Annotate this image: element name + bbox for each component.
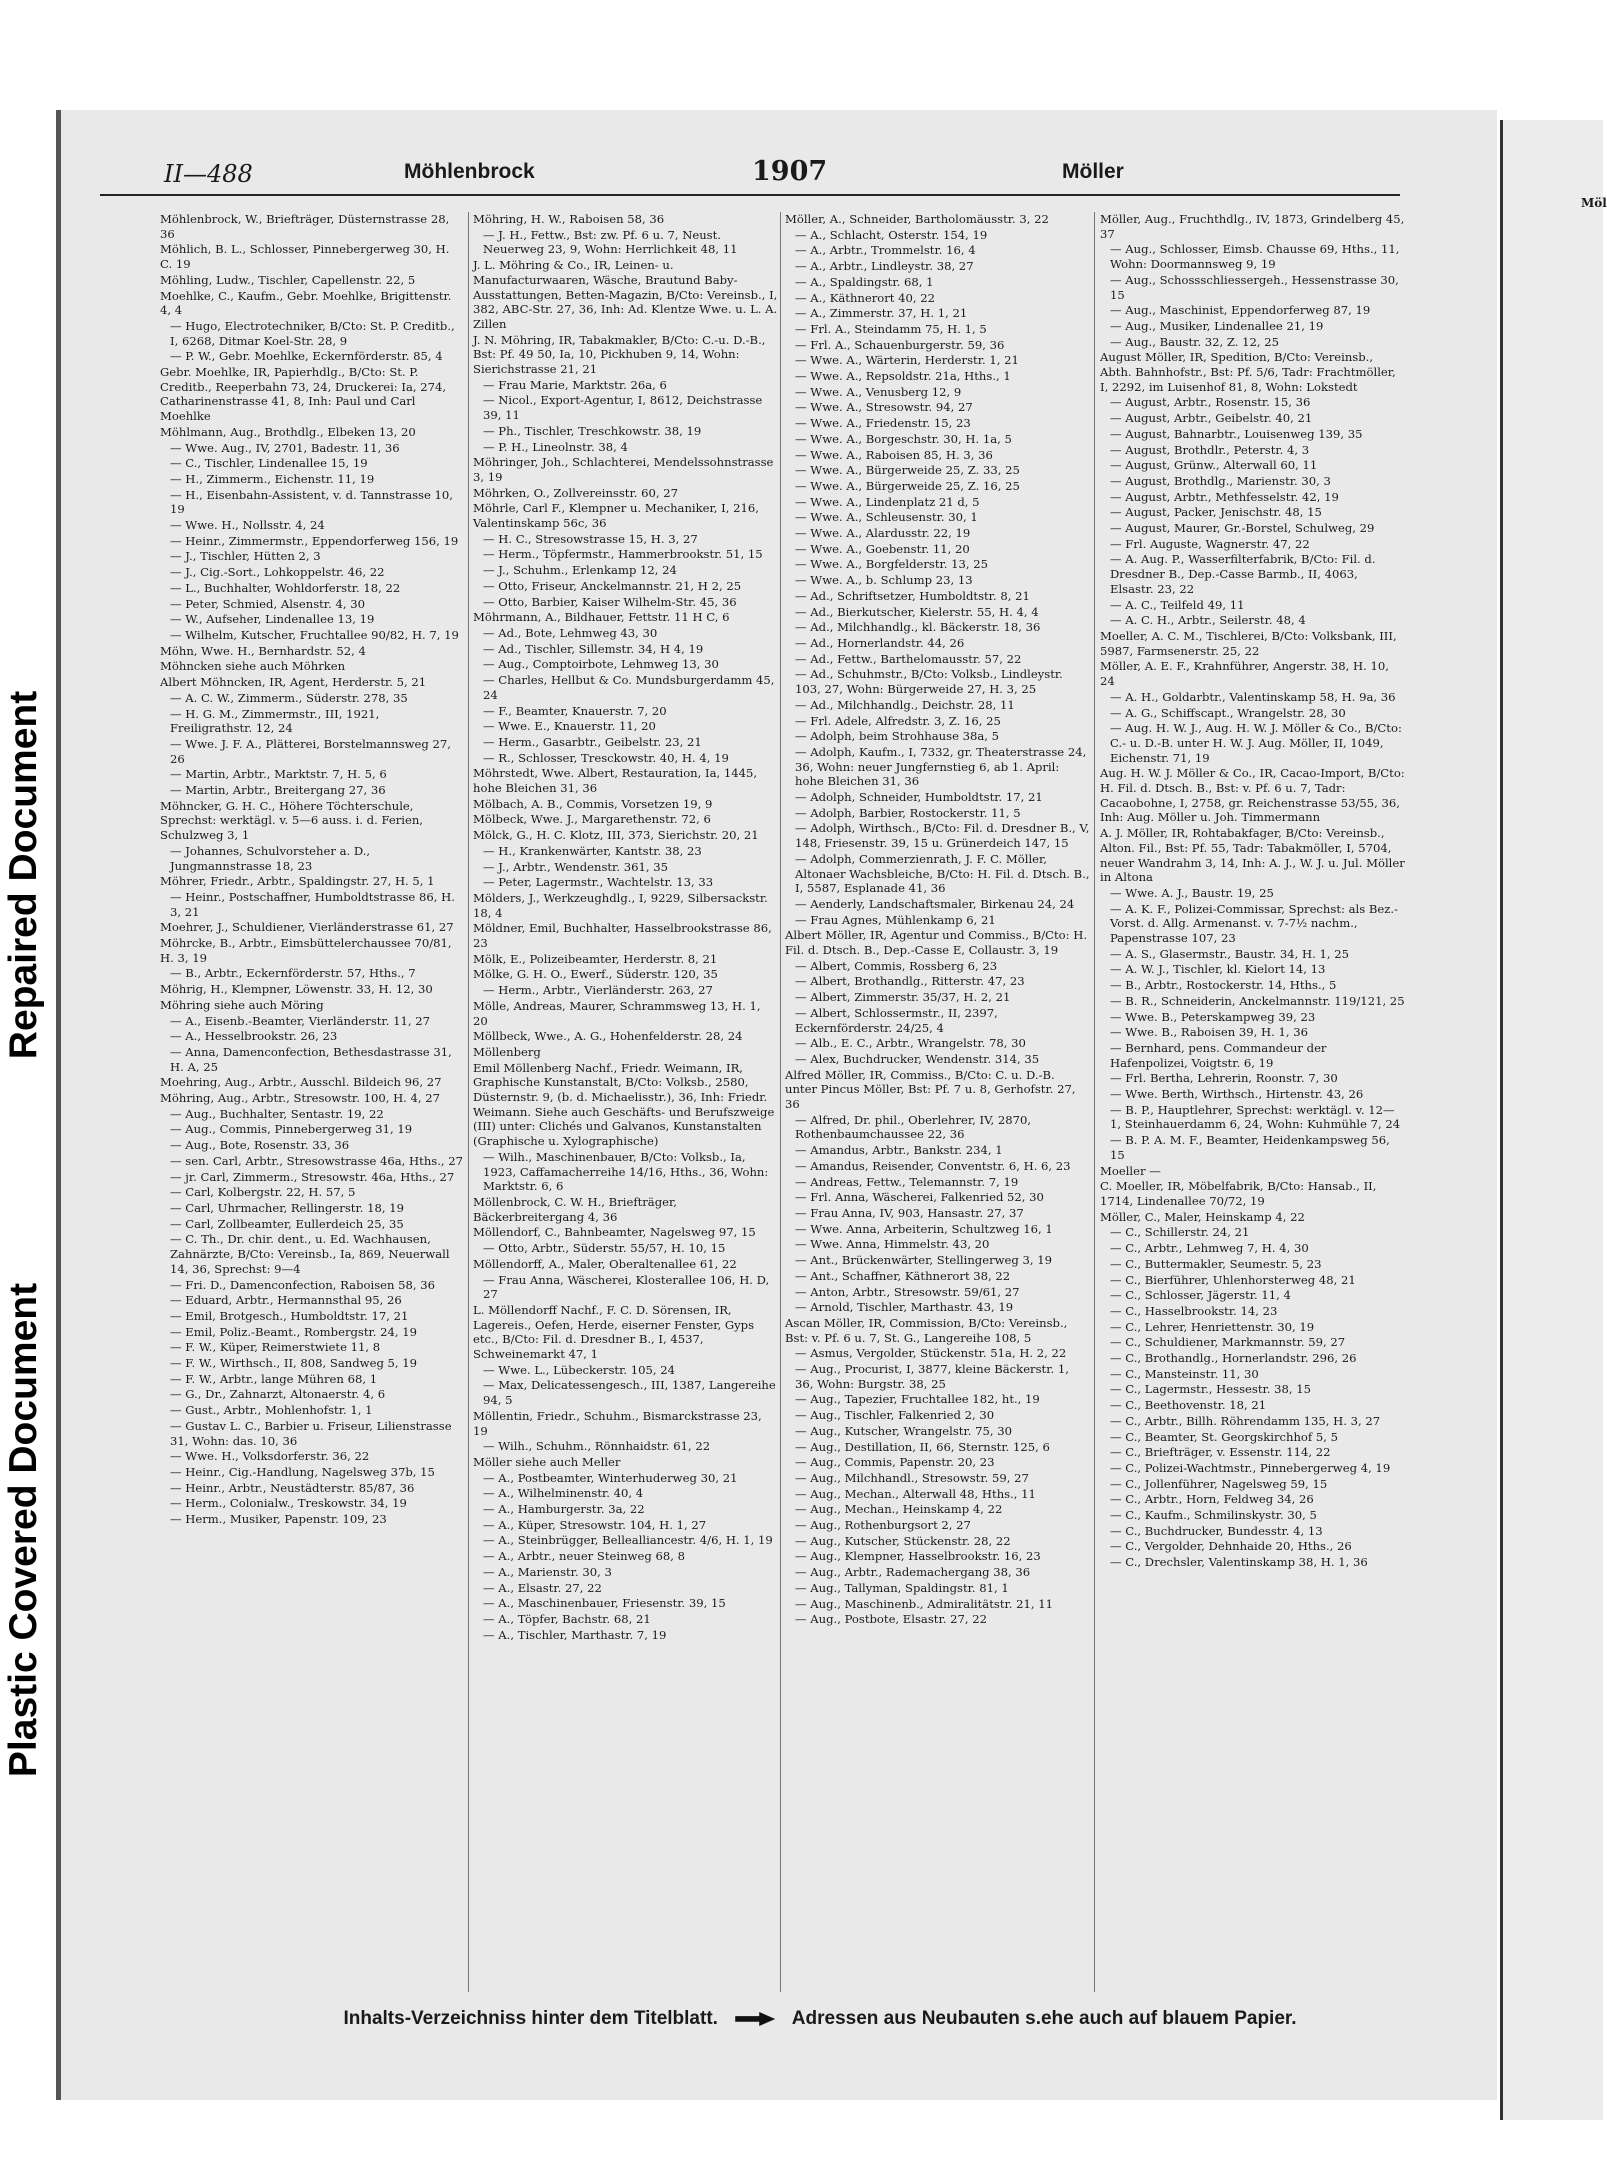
directory-entry: Möhlmann, Aug., Brothdlg., Elbeken 13, 20 bbox=[160, 424, 416, 439]
directory-entry: — B. P., Hauptlehrer, Sprechst: werktägl. v. 12—1, Steinhauerdamm 6, 24, Wohn: Kuhmühle 7, 24 bbox=[1110, 1102, 1401, 1132]
directory-entry: — A. C., Teilfeld 49, 11 bbox=[1110, 597, 1245, 612]
directory-entry: — Aug., Postbote, Elsastr. 27, 22 bbox=[795, 1612, 987, 1627]
directory-entry: — Aug., Commis, Papenstr. 20, 23 bbox=[795, 1455, 995, 1470]
column-4 bbox=[1100, 212, 1405, 1992]
directory-entry: — August, Brothdlr., Peterstr. 4, 3 bbox=[1110, 442, 1310, 457]
directory-entry: — Aug., Tallyman, Spaldingstr. 81, 1 bbox=[795, 1580, 1009, 1595]
directory-entry: — A., Hamburgerstr. 3a, 22 bbox=[483, 1502, 645, 1517]
directory-entry: — Aug., Schossschliessergeh., Hessenstrasse 30, 15 bbox=[1110, 272, 1399, 302]
directory-entry: — C., Lehrer, Henriettenstr. 30, 19 bbox=[1110, 1319, 1315, 1334]
directory-entry: — Wwe. Berth, Wirthsch., Hirtenstr. 43, 26 bbox=[1110, 1087, 1364, 1102]
directory-entry: Moehrer, J., Schuldiener, Vierländerstrasse 61, 27 bbox=[160, 920, 454, 935]
directory-entry: — Bernhard, pens. Commandeur der Hafenpolizei, Voigtstr. 6, 19 bbox=[1110, 1040, 1327, 1070]
directory-entry: — Aug., Kutscher, Stückenstr. 28, 22 bbox=[795, 1533, 1011, 1548]
directory-entry: — A., Postbeamter, Winterhuderweg 30, 21 bbox=[483, 1470, 738, 1485]
directory-entry: — August, Grünw., Alterwall 60, 11 bbox=[1110, 458, 1318, 473]
directory-entry: — A., Küper, Stresowstr. 104, H. 1, 27 bbox=[483, 1517, 707, 1532]
directory-entry: Möllendorf, C., Bahnbeamter, Nagelsweg 97, 15 bbox=[473, 1225, 756, 1240]
directory-entry: — August, Arbtr., Rosenstr. 15, 36 bbox=[1110, 395, 1311, 410]
directory-entry: — R., Schlosser, Tresckowstr. 40, H. 4, 19 bbox=[483, 750, 729, 765]
directory-entry: — Charles, Hellbut & Co. Mundsburgerdamm 45, 24 bbox=[483, 673, 775, 702]
directory-entry: Moeller, A. C. M., Tischlerei, B/Cto: Volksbank, III, 5987, Farmsenerstr. 25, 22 bbox=[1100, 628, 1397, 658]
directory-entry: — Aug., Arbtr., Rademachergang 38, 36 bbox=[795, 1565, 1031, 1580]
directory-entry: — Eduard, Arbtr., Hermannsthal 95, 26 bbox=[170, 1293, 402, 1308]
directory-entry: — Fri. D., Damenconfection, Raboisen 58, 36 bbox=[170, 1277, 436, 1292]
directory-entry: — Albert, Brothandlg., Ritterstr. 47, 23 bbox=[795, 974, 1025, 989]
directory-entry: Moeller — bbox=[1100, 1163, 1161, 1178]
directory-entry: Moehring, Aug., Arbtr., Ausschl. Bildeich 96, 27 bbox=[160, 1075, 442, 1090]
directory-entry: — Frl. Adele, Alfredstr. 3, Z. 16, 25 bbox=[795, 713, 1001, 728]
directory-entry: — A. W. J., Tischler, kl. Kielort 14, 13 bbox=[1110, 962, 1326, 977]
directory-entry: — F. W., Arbtr., lange Mühren 68, 1 bbox=[170, 1371, 378, 1386]
directory-entry: — Wwe. A., Alardusstr. 22, 19 bbox=[795, 526, 971, 541]
page-number: II—488 bbox=[164, 160, 253, 188]
directory-entry: — Heinr., Arbtr., Neustädterstr. 85/87, 36 bbox=[170, 1480, 415, 1495]
directory-entry: — Heinr., Postschaffner, Humboldtstrasse 86, H. 3, 21 bbox=[170, 889, 455, 919]
directory-entry: — F. W., Küper, Reimerstwiete 11, 8 bbox=[170, 1340, 381, 1355]
directory-entry: — Carl, Uhrmacher, Rellingerstr. 18, 19 bbox=[170, 1201, 404, 1215]
directory-entry: — A. K. F., Polizei-Commissar, Sprechst: als Bez.-Vorst. d. Allg. Armenanst. v. 7-7½ nachm., Papenstrasse 107, 23 bbox=[1110, 901, 1398, 946]
directory-entry: — Wwe. Aug., IV, 2701, Badestr. 11, 36 bbox=[170, 440, 400, 455]
directory-entry: — G., Dr., Zahnarzt, Altonaerstr. 4, 6 bbox=[170, 1387, 386, 1402]
directory-entry: — H., Krankenwärter, Kantstr. 38, 23 bbox=[483, 843, 702, 858]
directory-entry: — Wwe. A., Lindenplatz 21 d, 5 bbox=[795, 494, 980, 509]
directory-entry: — Ant., Schaffner, Käthnerort 38, 22 bbox=[795, 1268, 1011, 1283]
directory-entry: Möllbeck, Wwe., A. G., Hohenfelderstr. 28, 24 bbox=[473, 1029, 743, 1044]
directory-entry: — H. C., Stresowstrasse 15, H. 3, 27 bbox=[483, 531, 698, 546]
directory-entry: Aug. H. W. J. Möller & Co., IR, Cacao-Import, B/Cto: H. Fil. d. Dtsch. B., Bst: v. Pf. 6 u. 7, Tadr: Cacaobohne, I, 2758, gr. Reichenstrasse 53/55, 36, Inh: Aug. Möller u. Joh. Timmermann bbox=[1100, 766, 1405, 825]
directory-entry: — Wwe. J. F. A., Plätterei, Borstelmannsweg 27, 26 bbox=[170, 736, 451, 766]
directory-entry: Möllendorff, A., Maler, Oberaltenallee 61, 22 bbox=[473, 1256, 737, 1271]
directory-entry: Möhrken, O., Zollvereinsstr. 60, 27 bbox=[473, 485, 678, 500]
directory-entry: Möhrig, H., Klempner, Löwenstr. 33, H. 12, 30 bbox=[160, 982, 433, 997]
directory-entry: — Wwe. B., Peterskampweg 39, 23 bbox=[1110, 1009, 1316, 1024]
directory-entry: — A., Maschinenbauer, Friesenstr. 39, 15 bbox=[483, 1596, 726, 1611]
directory-entry: — A., Schlacht, Osterstr. 154, 19 bbox=[795, 227, 988, 242]
directory-entry: Möhncker, G. H. C., Höhere Töchterschule, Sprechst: werktägl. v. 5—6 auss. i. d. Ferien, Schulzweg 3, 1 bbox=[160, 798, 423, 843]
directory-entry: Mölck, G., H. C. Klotz, III, 373, Sierichstr. 20, 21 bbox=[473, 828, 759, 843]
directory-entry: — Alex, Buchdrucker, Wendenstr. 314, 35 bbox=[795, 1051, 1040, 1066]
directory-entry: — Herm., Töpfermstr., Hammerbrookstr. 51, 15 bbox=[483, 547, 763, 562]
directory-entry: Möhrle, Carl F., Klempner u. Mechaniker, I, 216, Valentinskamp 56c, 36 bbox=[473, 501, 759, 531]
column-3 bbox=[785, 212, 1090, 1992]
page-footer bbox=[230, 2008, 1410, 2030]
directory-entry: — A., Spaldingstr. 68, 1 bbox=[795, 274, 934, 289]
directory-entry: Möhrmann, A., Bildhauer, Fettstr. 11 H C, 6 bbox=[473, 610, 730, 625]
directory-entry: — C., Kaufm., Schmilinskystr. 30, 5 bbox=[1110, 1508, 1317, 1523]
adjacent-page-fragment: Möl bbox=[1581, 196, 1607, 210]
directory-entry: — Emil, Brotgesch., Humboldtstr. 17, 21 bbox=[170, 1308, 409, 1323]
directory-entry: — Wwe. A., Repsoldstr. 21a, Hths., 1 bbox=[795, 369, 1011, 384]
directory-entry: Möller, A., Schneider, Bartholomäusstr. 3, 22 bbox=[785, 212, 1049, 226]
directory-entry: — Nicol., Export-Agentur, I, 8612, Deichstrasse 39, 11 bbox=[483, 393, 763, 423]
directory-year: 1907 bbox=[752, 156, 828, 187]
directory-entry: — Wilh., Maschinenbauer, B/Cto: Volksb., Ia, 1923, Caffamacherreihe 14/16, Hths., 36, Wohn: Marktstr. 6, 6 bbox=[483, 1149, 769, 1194]
directory-entry: Emil Möllenberg Nachf., Friedr. Weimann, IR, Graphische Kunstanstalt, B/Cto: Volksb., 2580, Düsternstr. 9, (b. d. Michaelisstr.), 36, Inh: Friedr. Weimann. Siehe auch Geschäfts- und Berufszweige (III) unter: Clichés und Galvanos, Kunstanstalten (Graphische u. Xylographische) bbox=[473, 1060, 775, 1149]
directory-entry: — Herm., Colonialw., Treskowstr. 34, 19 bbox=[170, 1496, 407, 1511]
directory-entry: — W., Aufseher, Lindenallee 13, 19 bbox=[170, 612, 375, 627]
directory-entry: — C., Brothandlg., Hornerlandstr. 296, 26 bbox=[1110, 1351, 1357, 1366]
directory-entry: — Alfred, Dr. phil., Oberlehrer, IV, 2870, Rothenbaumchaussee 22, 36 bbox=[795, 1112, 1032, 1142]
plastic-covered-text: Plastic Covered Document bbox=[2, 1282, 45, 1778]
directory-entry: — Albert, Schlossermstr., II, 2397, Eckernförderstr. 24/25, 4 bbox=[795, 1005, 998, 1035]
directory-entry: — J., Cig.-Sort., Lohkoppelstr. 46, 22 bbox=[170, 565, 385, 580]
directory-entry: — jr. Carl, Zimmerm., Stresowstr. 46a, Hths., 27 bbox=[170, 1169, 455, 1184]
directory-entry: — Max, Delicatessengesch., III, 1387, Langereihe 94, 5 bbox=[483, 1378, 776, 1408]
directory-entry: — B., Arbtr., Eckernförderstr. 57, Hths., 7 bbox=[170, 966, 416, 981]
directory-entry: — Ad., Milchhandlg., Deichstr. 28, 11 bbox=[795, 697, 1015, 712]
directory-entry: — C. Th., Dr. chir. dent., u. Ed. Wachhausen, Zahnärzte, B/Cto: Vereinsb., Ia, 869, Neuerwall 14, 36, Sprechst: 9—4 bbox=[170, 1232, 450, 1276]
pointing-hand-icon bbox=[735, 2012, 775, 2026]
directory-entry: — C., Beethovenstr. 18, 21 bbox=[1110, 1398, 1267, 1413]
directory-entry: — Aug., Destillation, II, 66, Sternstr. 125, 6 bbox=[795, 1439, 1050, 1454]
directory-entry: Moehlke, C., Kaufm., Gebr. Moehlke, Brigittenstr. 4, 4 bbox=[160, 288, 452, 318]
directory-entry: Mölke, G. H. O., Ewerf., Süderstr. 120, 35 bbox=[473, 967, 718, 982]
last-entry-keyword: Möller bbox=[1062, 160, 1124, 183]
directory-entry: — F. W., Wirthsch., II, 808, Sandweg 5, 19 bbox=[170, 1356, 418, 1371]
directory-entry: — Aug., Maschinist, Eppendorferweg 87, 19 bbox=[1110, 303, 1371, 318]
directory-entry: — Frl. Anna, Wäscherei, Falkenried 52, 30 bbox=[795, 1190, 1044, 1205]
directory-entry: Möldner, Emil, Buchhalter, Hasselbrookstrasse 86, 23 bbox=[473, 921, 772, 951]
directory-entry: — C., Hasselbrookstr. 14, 23 bbox=[1110, 1303, 1278, 1318]
directory-entry: — A. C. W., Zimmerm., Süderstr. 278, 35 bbox=[170, 690, 408, 705]
directory-entry: — Wwe. A., Bürgerweide 25, Z. 16, 25 bbox=[795, 478, 1020, 493]
directory-entry: — Gustav L. C., Barbier u. Friseur, Lilienstrasse 31, Wohn: das. 10, 36 bbox=[170, 1418, 452, 1448]
directory-entry: — Adolph, Wirthsch., B/Cto: Fil. d. Dresdner B., V, 148, Friesenstr. 39, 15 u. Grünerdeich 147, 15 bbox=[795, 821, 1090, 851]
directory-entry: — Asmus, Vergolder, Stückenstr. 51a, H. 2, 22 bbox=[795, 1346, 1067, 1361]
directory-entry: — A., Töpfer, Bachstr. 68, 21 bbox=[483, 1611, 651, 1626]
directory-entry: — C., Tischler, Lindenallee 15, 19 bbox=[170, 456, 368, 471]
directory-entry: L. Möllendorff Nachf., F. C. D. Sörensen, IR, Lagereis., Oefen, Herde, eiserner Fenster, Gyps etc., B/Cto: Fil. d. Dresdner B., I, 4537, Schweinemarkt 47, 1 bbox=[473, 1302, 755, 1362]
directory-entry: — C., Arbtr., Billh. Röhrendamm 135, H. 3, 27 bbox=[1110, 1413, 1381, 1428]
directory-entry: — Ad., Milchhandlg., kl. Bäckerstr. 18, 36 bbox=[795, 620, 1041, 635]
directory-entry: Möhrstedt, Wwe. Albert, Restauration, Ia, 1445, hohe Bleichen 31, 36 bbox=[473, 766, 758, 796]
directory-entry: — J., Arbtr., Wendenstr. 361, 35 bbox=[483, 859, 668, 874]
directory-entry: Mölk, E., Polizeibeamter, Herderstr. 8, 21 bbox=[473, 951, 718, 966]
directory-entry: — Frau Anna, IV, 903, Hansastr. 27, 37 bbox=[795, 1206, 1024, 1220]
directory-entry: — Wwe. L., Lübeckerstr. 105, 24 bbox=[483, 1362, 675, 1377]
directory-entry: — Wwe. A. J., Baustr. 19, 25 bbox=[1110, 885, 1274, 900]
directory-entry: Mölbach, A. B., Commis, Vorsetzen 19, 9 bbox=[473, 796, 713, 811]
directory-entry: Möller, Aug., Fruchthdlg., IV, 1873, Grindelberg 45, 37 bbox=[1100, 212, 1405, 241]
directory-entry: — Anton, Arbtr., Stresowstr. 59/61, 27 bbox=[795, 1284, 1020, 1299]
directory-entry: Möhrcke, B., Arbtr., Eimsbüttelerchaussee 70/81, H. 3, 19 bbox=[160, 936, 452, 965]
directory-entry: Möhringer, Joh., Schlachterei, Mendelssohnstrasse 3, 19 bbox=[473, 455, 774, 484]
directory-entry: — Adolph, beim Strohhause 38a, 5 bbox=[795, 729, 1000, 744]
directory-entry: — A., Käthnerort 40, 22 bbox=[795, 290, 936, 305]
directory-entry: — J. H., Fettw., Bst: zw. Pf. 6 u. 7, Neust. Neuerweg 23, 9, Wohn: Herrlichkeit 48, 11 bbox=[483, 227, 738, 257]
directory-entry: — Frl. Auguste, Wagnerstr. 47, 22 bbox=[1110, 536, 1310, 551]
directory-entry: — A., Wilhelminenstr. 40, 4 bbox=[483, 1486, 644, 1501]
column-divider bbox=[1094, 212, 1095, 1992]
directory-entry: Möhlich, B. L., Schlosser, Pinnebergerweg 30, H. C. 19 bbox=[160, 242, 450, 272]
directory-entry: Albert Möhncken, IR, Agent, Herderstr. 5, 21 bbox=[160, 675, 427, 690]
directory-entry: — B. R., Schneiderin, Anckelmannstr. 119/121, 25 bbox=[1110, 993, 1405, 1008]
directory-entry: — Wwe. A., Stresowstr. 94, 27 bbox=[795, 400, 973, 415]
directory-entry: — A., Zimmerstr. 37, H. 1, 21 bbox=[795, 306, 968, 321]
directory-entry: — August, Brothdlg., Marienstr. 30, 3 bbox=[1110, 473, 1331, 488]
directory-entry: — Aug., Comptoirbote, Lehmweg 13, 30 bbox=[483, 657, 719, 672]
directory-entry: — H., Zimmerm., Eichenstr. 11, 19 bbox=[170, 471, 375, 486]
directory-entry: — H. G. M., Zimmermstr., III, 1921, Freiligrathstr. 12, 24 bbox=[170, 706, 380, 736]
directory-entry: — Aug., Klempner, Hasselbrookstr. 16, 23 bbox=[795, 1549, 1041, 1564]
directory-entry: — Heinr., Cig.-Handlung, Nagelsweg 37b, 15 bbox=[170, 1464, 435, 1479]
directory-entry: — Wwe. A., Borgfelderstr. 13, 25 bbox=[795, 557, 989, 572]
directory-entry: — Wwe. Anna, Himmelstr. 43, 20 bbox=[795, 1237, 990, 1252]
directory-entry: — Frau Anna, Wäscherei, Klosterallee 106, H. D, 27 bbox=[483, 1272, 770, 1302]
directory-entry: — Wilh., Schuhm., Rönnhaidstr. 61, 22 bbox=[483, 1439, 711, 1454]
directory-entry: — C., Briefträger, v. Essenstr. 114, 22 bbox=[1110, 1445, 1331, 1460]
directory-entry: Möhling, Ludw., Tischler, Capellenstr. 22, 5 bbox=[160, 272, 416, 287]
directory-entry: Mölders, J., Werkzeughdlg., I, 9229, Silbersackstr. 18, 4 bbox=[473, 890, 768, 920]
directory-entry: — Frau Marie, Marktstr. 26a, 6 bbox=[483, 377, 667, 392]
directory-entry: — A., Elsastr. 27, 22 bbox=[483, 1580, 602, 1595]
directory-entry: Möhn, Wwe. H., Bernhardstr. 52, 4 bbox=[160, 643, 366, 658]
directory-entry: — B., Arbtr., Rostockerstr. 14, Hths., 5 bbox=[1110, 978, 1337, 993]
adjacent-page-edge bbox=[1500, 120, 1607, 2120]
directory-entry: — Frl. Bertha, Lehrerin, Roonstr. 7, 30 bbox=[1110, 1071, 1338, 1086]
directory-entry: — A., Hesselbrookstr. 26, 23 bbox=[170, 1029, 338, 1044]
directory-entry: — A. H., Goldarbtr., Valentinskamp 58, H. 9a, 36 bbox=[1110, 689, 1396, 704]
directory-entry: — C., Schillerstr. 24, 21 bbox=[1110, 1225, 1250, 1240]
directory-entry: — Adolph, Schneider, Humboldtstr. 17, 21 bbox=[795, 790, 1043, 805]
directory-entry: — Aug., Kutscher, Wrangelstr. 75, 30 bbox=[795, 1423, 1012, 1438]
directory-entry: — C., Drechsler, Valentinskamp 38, H. 1, 36 bbox=[1110, 1555, 1368, 1570]
directory-entry: — J., Tischler, Hütten 2, 3 bbox=[170, 549, 321, 564]
directory-entry: — A., Eisenb.-Beamter, Vierländerstr. 11, 27 bbox=[170, 1013, 430, 1028]
directory-entry: — Aug., Rothenburgsort 2, 27 bbox=[795, 1518, 971, 1533]
directory-entry: — Ad., Bote, Lehmweg 43, 30 bbox=[483, 625, 658, 640]
directory-entry: — Peter, Lagermstr., Wachtelstr. 13, 33 bbox=[483, 875, 714, 890]
directory-entry: — Martin, Arbtr., Breitergang 27, 36 bbox=[170, 783, 386, 798]
directory-entry: — C., Arbtr., Lehmweg 7, H. 4, 30 bbox=[1110, 1241, 1309, 1256]
directory-entry: — Heinr., Zimmermstr., Eppendorferweg 156, 19 bbox=[170, 533, 459, 548]
directory-entry: — C., Buchdrucker, Bundesstr. 4, 13 bbox=[1110, 1523, 1323, 1538]
directory-entry: — B. P. A. M. F., Beamter, Heidenkampsweg 56, 15 bbox=[1110, 1133, 1390, 1162]
directory-entry: — Wwe. A., Bürgerweide 25, Z. 33, 25 bbox=[795, 463, 1020, 478]
directory-entry: Alfred Möller, IR, Commiss., B/Cto: C. u. D.-B. unter Pincus Möller, Bst: Pf. 7 u. 8, Gerhofstr. 27, 36 bbox=[785, 1067, 1076, 1112]
directory-entry: Mölbeck, Wwe. J., Margarethenstr. 72, 6 bbox=[473, 812, 711, 827]
directory-entry: — Anna, Damenconfection, Bethesdastrasse 31, H. A, 25 bbox=[170, 1044, 452, 1074]
directory-entry: — Wwe. E., Knauerstr. 11, 20 bbox=[483, 719, 656, 734]
directory-entry: — Otto, Arbtr., Süderstr. 55/57, H. 10, 15 bbox=[483, 1241, 726, 1256]
directory-entry: — Otto, Barbier, Kaiser Wilhelm-Str. 45, 36 bbox=[483, 594, 737, 609]
directory-entry: — A., Tischler, Marthastr. 7, 19 bbox=[483, 1627, 667, 1642]
directory-entry: — Herm., Musiker, Papenstr. 109, 23 bbox=[170, 1512, 387, 1527]
directory-entry: — J., Schuhm., Erlenkamp 12, 24 bbox=[483, 563, 677, 578]
directory-entry: — C., Arbtr., Horn, Feldweg 34, 26 bbox=[1110, 1492, 1314, 1507]
directory-entry: — Adolph, Barbier, Rostockerstr. 11, 5 bbox=[795, 805, 1021, 820]
directory-entry: — Arnold, Tischler, Marthastr. 43, 19 bbox=[795, 1300, 1014, 1315]
directory-entry: Ascan Möller, IR, Commission, B/Cto: Vereinsb., Bst: v. Pf. 6 u. 7, St. G., Langereihe 108, 5 bbox=[785, 1315, 1068, 1345]
directory-entry: — Aug., Bote, Rosenstr. 33, 36 bbox=[170, 1138, 350, 1153]
directory-entry: Albert Möller, IR, Agentur und Commiss., B/Cto: H. Fil. d. Dtsch. B., Dep.-Casse E, Collaustr. 3, 19 bbox=[785, 928, 1088, 958]
directory-entry: — A. Aug. P., Wasserfilterfabrik, B/Cto: Fil. d. Dresdner B., Dep.-Casse Barmb., II, 4063, Elsastr. 23, 22 bbox=[1110, 552, 1376, 596]
directory-entry: — Alb., E. C., Arbtr., Wrangelstr. 78, 30 bbox=[795, 1036, 1026, 1051]
directory-entry: Möhrer, Friedr., Arbtr., Spaldingstr. 27, H. 5, 1 bbox=[160, 874, 435, 889]
directory-entry: — Albert, Zimmerstr. 35/37, H. 2, 21 bbox=[795, 990, 1011, 1005]
directory-entry: — August, Arbtr., Methfesselstr. 42, 19 bbox=[1110, 489, 1339, 504]
directory-entry: — Aug., Procurist, I, 3877, kleine Bäckerstr. 1, 36, Wohn: Burgstr. 38, 25 bbox=[795, 1362, 1069, 1391]
directory-entry: — Wwe. H., Volksdorferstr. 36, 22 bbox=[170, 1449, 370, 1464]
directory-entry: — F., Beamter, Knauerstr. 7, 20 bbox=[483, 703, 667, 718]
directory-entry: Möhring siehe auch Möring bbox=[160, 997, 324, 1012]
directory-entry: — Otto, Friseur, Anckelmannstr. 21, H 2, 25 bbox=[483, 578, 742, 593]
directory-entry: Möller siehe auch Meller bbox=[473, 1454, 621, 1469]
directory-entry: — Aug., Baustr. 32, Z. 12, 25 bbox=[1110, 334, 1279, 349]
directory-entry: — Aug., Milchhandl., Stresowstr. 59, 27 bbox=[795, 1470, 1029, 1485]
repaired-document-text: Repaired Document bbox=[2, 690, 45, 1060]
directory-entry: — Aug., Tapezier, Fruchtallee 182, ht., 19 bbox=[795, 1392, 1040, 1407]
directory-entry: Möhring, Aug., Arbtr., Stresowstr. 100, H. 4, 27 bbox=[160, 1091, 441, 1106]
directory-entry: — Ad., Fettw., Barthelomausstr. 57, 22 bbox=[795, 651, 1022, 666]
directory-entry: — Wwe. A., Wärterin, Herderstr. 1, 21 bbox=[795, 353, 1019, 368]
directory-entry: — C., Polizei-Wachtmstr., Pinnebergerweg 4, 19 bbox=[1110, 1460, 1391, 1475]
directory-entry: August Möller, IR, Spedition, B/Cto: Vereinsb., Abth. Bahnhofstr., Bst: Pf. 5/6, Tadr: Frachtmöller, I, 2292, im Luisenhof 81, 8, Wohn: Lokstedt bbox=[1100, 350, 1396, 394]
directory-entry: Möllenbrock, C. W. H., Briefträger, Bäckerbreitergang 4, 36 bbox=[473, 1195, 677, 1224]
directory-entry: — Aug., Musiker, Lindenallee 21, 19 bbox=[1110, 318, 1324, 333]
directory-entry: J. L. Möhring & Co., IR, Leinen- u. Manufacturwaaren, Wäsche, Brautund Baby-Ausstattungen, Betten-Magazin, B/Cto: Vereinsb., I, 382, ABC-Str. 27, 36, Inh: Ad. Klentze Wwe. u. L. A. Zillen bbox=[473, 258, 778, 331]
directory-entry: — August, Arbtr., Geibelstr. 40, 21 bbox=[1110, 411, 1313, 426]
directory-entry: — Aug. H. W. J., Aug. H. W. J. Möller & Co., B/Cto: C.- u. D.-B. unter H. W. J. Aug. Möller, II, 1049, Eichenstr. 71, 19 bbox=[1110, 721, 1402, 765]
directory-entry: — Wwe. A., b. Schlump 23, 13 bbox=[795, 573, 973, 588]
directory-entry: — A. G., Schiffscapt., Wrangelstr. 28, 30 bbox=[1110, 705, 1346, 720]
directory-entry: — A., Arbtr., neuer Steinweg 68, 8 bbox=[483, 1549, 685, 1564]
directory-entry: — Frl. A., Schauenburgerstr. 59, 36 bbox=[795, 337, 1005, 352]
directory-entry: — Herm., Arbtr., Vierländerstr. 263, 27 bbox=[483, 983, 713, 998]
directory-entry: — Aug., Maschinenb., Admiralitätstr. 21, 11 bbox=[795, 1596, 1053, 1611]
directory-entry: J. N. Möhring, IR, Tabakmakler, B/Cto: C.-u. D.-B., Bst: Pf. 49 50, Ia, 10, Pickhuben 9, 14, Wohn: Sierichstrasse 21, 21 bbox=[473, 332, 766, 377]
directory-entry: — Wwe. A., Goebenstr. 11, 20 bbox=[795, 541, 970, 556]
directory-entry: — Aug., Buchhalter, Sentastr. 19, 22 bbox=[170, 1106, 384, 1121]
first-entry-keyword: Möhlenbrock bbox=[404, 160, 535, 183]
plastic-covered-label bbox=[2, 1230, 46, 1830]
directory-entry: — Wwe. A., Borgeschstr. 30, H. 1a, 5 bbox=[795, 431, 1012, 446]
directory-entry: — August, Packer, Jenischstr. 48, 15 bbox=[1110, 505, 1322, 520]
directory-entry: — Peter, Schmied, Alsenstr. 4, 30 bbox=[170, 596, 365, 611]
directory-entry: — Wwe. Anna, Arbeiterin, Schultzweg 16, 1 bbox=[795, 1221, 1053, 1236]
directory-entry: — A., Arbtr., Lindleystr. 38, 27 bbox=[795, 259, 974, 274]
directory-entry: — August, Bahnarbtr., Louisenweg 139, 35 bbox=[1110, 426, 1363, 441]
footer-contents-note: Inhalts-Verzeichniss hinter dem Titelblatt. bbox=[343, 2008, 718, 2029]
directory-entry: — Andreas, Fettw., Telemannstr. 7, 19 bbox=[795, 1174, 1019, 1189]
directory-entry: — Johannes, Schulvorsteher a. D., Jungmannstrasse 18, 23 bbox=[170, 843, 371, 873]
directory-entry: — Martin, Arbtr., Marktstr. 7, H. 5, 6 bbox=[170, 767, 387, 782]
repaired-document-label bbox=[2, 640, 46, 1110]
directory-entry: Möhlenbrock, W., Briefträger, Düsternstrasse 28, 36 bbox=[160, 212, 450, 241]
directory-entry: — Ad., Schuhmstr., B/Cto: Volksb., Lindleystr. 103, 27, Wohn: Bürgerweide 27, H. 3, 25 bbox=[795, 667, 1063, 697]
directory-entry: — C., Lagermstr., Hessestr. 38, 15 bbox=[1110, 1382, 1312, 1397]
directory-entry: — Frau Agnes, Mühlenkamp 6, 21 bbox=[795, 912, 996, 927]
directory-entry: — Amandus, Reisender, Conventstr. 6, H. 6, 23 bbox=[795, 1158, 1071, 1173]
directory-entry: — Aenderly, Landschaftsmaler, Birkenau 24, 24 bbox=[795, 896, 1075, 911]
directory-entry: — C., Jollenführer, Nagelsweg 59, 15 bbox=[1110, 1476, 1328, 1491]
directory-entry: — Frl. A., Steindamm 75, H. 1, 5 bbox=[795, 321, 987, 336]
directory-entry: — Ant., Brückenwärter, Stellingerweg 3, 19 bbox=[795, 1253, 1053, 1268]
directory-entry: — Wwe. A., Friedenstr. 15, 23 bbox=[795, 416, 971, 431]
directory-entry: — L., Buchhalter, Wohldorferstr. 18, 22 bbox=[170, 580, 401, 595]
directory-entry: — A., Marienstr. 30, 3 bbox=[483, 1564, 612, 1579]
directory-entry: — Ad., Bierkutscher, Kielerstr. 55, H. 4, 4 bbox=[795, 604, 1039, 619]
directory-entry: — sen. Carl, Arbtr., Stresowstrasse 46a, Hths., 27 bbox=[170, 1153, 464, 1168]
directory-entry: C. Moeller, IR, Möbelfabrik, B/Cto: Hansab., II, 1714, Lindenallee 70/72, 19 bbox=[1100, 1179, 1377, 1208]
directory-entry: — August, Maurer, Gr.-Borstel, Schulweg, 29 bbox=[1110, 521, 1375, 536]
directory-entry: Möller, A. E. F., Krahnführer, Angerstr. 38, H. 10, 24 bbox=[1100, 659, 1389, 689]
directory-entry: — C., Beamter, St. Georgskirchhof 5, 5 bbox=[1110, 1429, 1339, 1444]
directory-entry: — Carl, Zollbeamter, Eullerdeich 25, 35 bbox=[170, 1216, 404, 1231]
directory-entry: — Emil, Poliz.-Beamt., Rombergstr. 24, 19 bbox=[170, 1324, 418, 1339]
directory-entry: Möllenberg bbox=[473, 1044, 541, 1059]
directory-entry: Möhring, H. W., Raboisen 58, 36 bbox=[473, 212, 665, 226]
column-1 bbox=[160, 212, 465, 1992]
directory-entry: — Hugo, Electrotechniker, B/Cto: St. P. Creditb., I, 6268, Ditmar Koel-Str. 28, 9 bbox=[170, 318, 455, 348]
directory-entry: — C., Schuldiener, Markmannstr. 59, 27 bbox=[1110, 1335, 1346, 1350]
column-divider bbox=[780, 212, 781, 1992]
column-2 bbox=[473, 212, 778, 1992]
directory-entry: Möhncken siehe auch Möhrken bbox=[160, 659, 346, 674]
directory-entry: Gebr. Moehlke, IR, Papierhdlg., B/Cto: St. P. Creditb., Reeperbahn 73, 24, Druckerei: Ia, 274, Catharinenstrasse 41, 8, Inh: Paul und Carl Moehlke bbox=[160, 365, 447, 424]
footer-new-buildings-note: Adressen aus Neubauten s.ehe auch auf blauem Papier. bbox=[791, 2008, 1297, 2029]
directory-entry: — Amandus, Arbtr., Bankstr. 234, 1 bbox=[795, 1143, 1003, 1158]
directory-entry: — Wwe. A., Schleusenstr. 30, 1 bbox=[795, 510, 978, 525]
directory-entry: — Ad., Hornerlandstr. 44, 26 bbox=[795, 635, 965, 650]
directory-entry: — P. H., Lineolnstr. 38, 4 bbox=[483, 439, 628, 454]
directory-entry: — Wwe. B., Raboisen 39, H. 1, 36 bbox=[1110, 1025, 1309, 1040]
directory-entry: — Adolph, Commerzienrath, J. F. C. Möller, Altonaer Wachsbleiche, B/Cto: H. Fil. d. Dtsch. B., I, 5587, Esplanade 41, 36 bbox=[795, 851, 1090, 896]
page-header bbox=[100, 150, 1400, 196]
directory-entry: — Wilhelm, Kutscher, Fruchtallee 90/82, H. 7, 19 bbox=[170, 627, 459, 642]
directory-entry: — Wwe. H., Nollsstr. 4, 24 bbox=[170, 518, 325, 533]
directory-entry: Möllentin, Friedr., Schuhm., Bismarckstrasse 23, 19 bbox=[473, 1408, 762, 1438]
directory-entry: — Aug., Tischler, Falkenried 2, 30 bbox=[795, 1408, 995, 1423]
directory-entry: — A. C. H., Arbtr., Seilerstr. 48, 4 bbox=[1110, 613, 1306, 628]
directory-entry: — C., Buttermakler, Seumestr. 5, 23 bbox=[1110, 1256, 1322, 1271]
directory-entry: — C., Vergolder, Dehnhaide 20, Hths., 26 bbox=[1110, 1539, 1352, 1554]
directory-entry: — Aug., Mechan., Heinskamp 4, 22 bbox=[795, 1502, 1003, 1517]
directory-entry: — Gust., Arbtr., Mohlenhofstr. 1, 1 bbox=[170, 1403, 373, 1418]
directory-entry: — Herm., Gasarbtr., Geibelstr. 23, 21 bbox=[483, 734, 702, 749]
directory-entry: — Ad., Tischler, Sillemstr. 34, H 4, 19 bbox=[483, 641, 704, 656]
directory-entry: — Ph., Tischler, Treschkowstr. 38, 19 bbox=[483, 423, 702, 438]
column-divider bbox=[468, 212, 469, 1992]
directory-entry: — Aug., Schlosser, Eimsb. Chausse 69, Hths., 11, Wohn: Doormannsweg 9, 19 bbox=[1110, 242, 1400, 272]
directory-entry: — Ad., Schriftsetzer, Humboldtstr. 8, 21 bbox=[795, 588, 1030, 603]
directory-entry: — A., Steinbrügger, Bellealliancestr. 4/6, H. 1, 19 bbox=[483, 1533, 773, 1548]
directory-entry: — Wwe. A., Venusberg 12, 9 bbox=[795, 384, 962, 399]
directory-entry: — C., Mansteinstr. 11, 30 bbox=[1110, 1366, 1259, 1381]
directory-entry: — Carl, Kolbergstr. 22, H. 57, 5 bbox=[170, 1185, 356, 1200]
directory-entry: — H., Eisenbahn-Assistent, v. d. Tannstrasse 10, 19 bbox=[170, 487, 453, 517]
directory-entry: — Aug., Commis, Pinnebergerweg 31, 19 bbox=[170, 1122, 413, 1137]
directory-entry: Mölle, Andreas, Maurer, Schrammsweg 13, H. 1, 20 bbox=[473, 998, 761, 1028]
directory-entry: — Wwe. A., Raboisen 85, H. 3, 36 bbox=[795, 447, 993, 462]
directory-entry: A. J. Möller, IR, Rohtabakfager, B/Cto: Vereinsb., Alton. Fil., Bst: Pf. 55, Tadr: Tabakmöller, I, 5704, neuer Wandrahm 3, 14, Inh: A. J., W. J. u. Jul. Möller in Altona bbox=[1100, 826, 1405, 885]
directory-entry: Möller, C., Maler, Heinskamp 4, 22 bbox=[1100, 1209, 1305, 1224]
directory-entry: — A. S., Glasermstr., Baustr. 34, H. 1, 25 bbox=[1110, 946, 1350, 961]
directory-entry: — C., Schlosser, Jägerstr. 11, 4 bbox=[1110, 1288, 1291, 1303]
directory-entry: — A., Arbtr., Trommelstr. 16, 4 bbox=[795, 243, 976, 258]
directory-entry: — Aug., Mechan., Alterwall 48, Hths., 11 bbox=[795, 1486, 1036, 1501]
directory-entry: — Adolph, Kaufm., I, 7332, gr. Theaterstrasse 24, 36, Wohn: neuer Jungfernstieg 6, ab 1. April: hohe Bleichen 31, 36 bbox=[795, 744, 1087, 789]
directory-entry: — P. W., Gebr. Moehlke, Eckernförderstr. 85, 4 bbox=[170, 349, 443, 364]
directory-entry: — C., Bierführer, Uhlenhorsterweg 48, 21 bbox=[1110, 1272, 1356, 1287]
directory-entry: — Albert, Commis, Rossberg 6, 23 bbox=[795, 958, 998, 973]
